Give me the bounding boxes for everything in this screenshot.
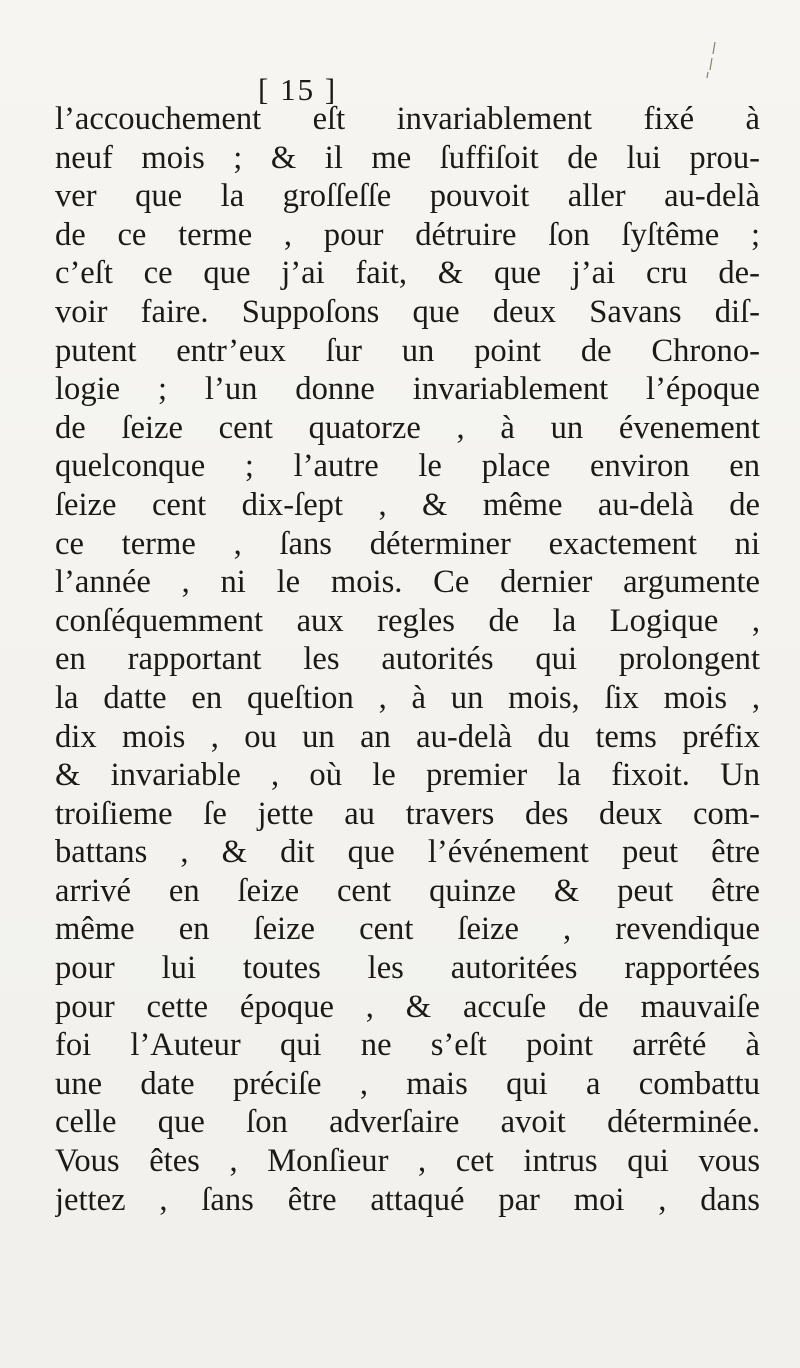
text-line: & invariable , où le premier la fixoit. Un (55, 757, 760, 794)
text-line: conſéquemment aux regles de la Logique , (55, 602, 760, 639)
text-line: l’accouchement eſt invariablement fixé à (55, 101, 760, 137)
text-line: arrivé en ſeize cent quinze & peut être (55, 872, 760, 909)
text-line: dix mois , ou un an au-delà du tems préfix (55, 718, 760, 755)
text-line: pour cette époque , & accuſe de mauvaiſe (55, 988, 760, 1025)
text-line: pour lui toutes les autoritées rapportées (55, 950, 760, 987)
text-line: battans , & dit que l’événement peut être (55, 834, 760, 871)
text-line: neuf mois ; & il me ſuffiſoit de lui prou- (55, 139, 760, 176)
text-line: ſeize cent dix-ſept , & même au-delà de (55, 486, 760, 523)
text-line: de ſeize cent quatorze , à un évenement (55, 409, 760, 446)
text-line: même en ſeize cent ſeize , revendique (55, 911, 760, 948)
text-line: voir faire. Suppoſons que deux Savans diſ- (55, 293, 760, 330)
text-line: quelconque ; l’autre le place environ en (55, 448, 760, 485)
text-line: une date préciſe , mais qui a combattu (55, 1065, 760, 1102)
page-number: [ 15 ] (258, 72, 338, 107)
text-line: ver que la groſſeſſe pouvoit aller au-delà (55, 178, 760, 215)
text-line: celle que ſon adverſaire avoit déterminée. (55, 1104, 760, 1141)
text-line: foi l’Auteur qui ne s’eſt point arrêté à (55, 1027, 760, 1064)
body-text (55, 100, 760, 1219)
text-line: la datte en queſtion , à un mois, ſix mois , (55, 679, 760, 716)
text-line: en rapportant les autorités qui prolongent (55, 641, 760, 678)
text-line: de ce terme , pour détruire ſon ſyſtême ; (55, 216, 760, 253)
text-line: l’année , ni le mois. Ce dernier argumente (55, 564, 760, 601)
text-line: Vous êtes , Monſieur , cet intrus qui vous (55, 1143, 760, 1180)
text-line: ce terme , ſans déterminer exactement ni (55, 525, 760, 562)
text-line: logie ; l’un donne invariablement l’époque (55, 371, 760, 408)
text-line: troiſieme ſe jette au travers des deux com- (55, 795, 760, 832)
text-line: jettez , ſans être attaqué par moi , dans (55, 1181, 760, 1218)
text-line: putent entr’eux ſur un point de Chrono- (55, 332, 760, 369)
text-line: c’eſt ce que j’ai fait, & que j’ai cru de- (55, 255, 760, 292)
